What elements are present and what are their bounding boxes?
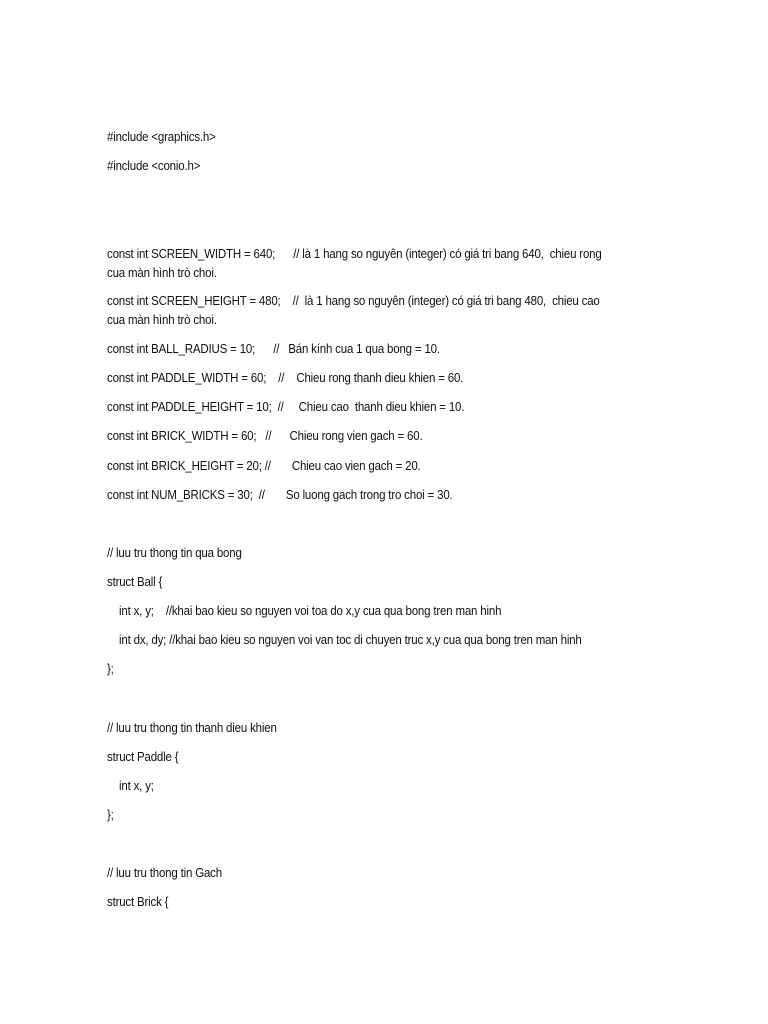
ball-radius-line: const int BALL_RADIUS = 10; // Bán kính cua 1 qua bong = 10.: [107, 342, 440, 356]
screen-width-continuation-line: cua màn hình trò choi.: [107, 266, 217, 280]
ball-velocity-line: int dx, dy; //khai bao kieu so nguyen voi van toc di chuyen truc x,y cua qua bong tren man hinh: [119, 633, 582, 647]
struct-ball-line: struct Ball {: [107, 575, 163, 589]
ball-position-line: int x, y; //khai bao kieu so nguyen voi toa do x,y cua qua bong tren man hinh: [119, 604, 502, 618]
screen-width-line: const int SCREEN_WIDTH = 640; // là 1 hang so nguyên (integer) có giá tri bang 640, chieu rong: [107, 247, 602, 261]
paddle-comment-line: // luu tru thong tin thanh dieu khien: [107, 721, 277, 735]
screen-height-continuation-line: cua màn hình trò choi.: [107, 313, 217, 327]
paddle-height-line: const int PADDLE_HEIGHT = 10; // Chieu cao thanh dieu khien = 10.: [107, 400, 465, 414]
struct-paddle-line: struct Paddle {: [107, 750, 179, 764]
brick-width-line: const int BRICK_WIDTH = 60; // Chieu rong vien gach = 60.: [107, 429, 423, 443]
screen-height-line: const int SCREEN_HEIGHT = 480; // là 1 hang so nguyên (integer) có giá tri bang 480, chieu cao: [107, 294, 600, 308]
struct-brick-line: struct Brick {: [107, 895, 169, 909]
struct-paddle-end-line: };: [107, 808, 114, 822]
ball-comment-line: // luu tru thong tin qua bong: [107, 546, 242, 560]
struct-ball-end-line: };: [107, 662, 114, 676]
paddle-width-line: const int PADDLE_WIDTH = 60; // Chieu rong thanh dieu khien = 60.: [107, 371, 464, 385]
include-conio-line: #include <conio.h>: [107, 159, 201, 173]
paddle-position-line: int x, y;: [119, 779, 154, 793]
brick-height-line: const int BRICK_HEIGHT = 20; // Chieu cao vien gach = 20.: [107, 459, 421, 473]
num-bricks-line: const int NUM_BRICKS = 30; // So luong gach trong tro choi = 30.: [107, 488, 453, 502]
include-graphics-line: #include <graphics.h>: [107, 130, 216, 144]
brick-comment-line: // luu tru thong tin Gach: [107, 866, 222, 880]
